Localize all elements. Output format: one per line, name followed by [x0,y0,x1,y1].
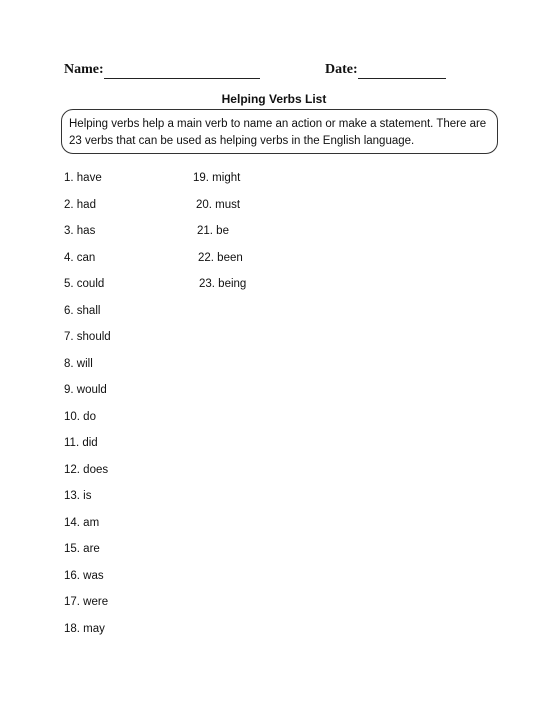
verb-item: 10. do [64,411,96,423]
verb-item: 18. may [64,623,105,635]
verb-item: 17. were [64,596,109,608]
verb-item: 15. are [64,543,100,555]
verb-item: 14. am [64,517,100,529]
intro-text: Helping verbs help a main verb to name an action or make a statement. There are 23 verbs that can be used as helping verbs in the English language. [69,118,487,147]
page-title: Helping Verbs List [221,92,327,106]
verb-item: 5. could [64,278,105,290]
verb-item: 19. might [193,172,241,184]
verb-item: 23. being [199,278,247,290]
verb-item: 1. have [64,172,102,184]
verb-item: 6. shall [64,305,101,317]
verb-item: 7. should [64,331,111,343]
verb-item: 12. does [64,464,109,476]
verb-item: 11. did [64,437,98,449]
verb-item: 16. was [64,570,104,582]
verb-item: 3. has [64,225,96,237]
verb-item: 20. must [196,199,241,211]
verb-item: 13. is [64,490,92,502]
verb-item: 2. had [64,199,96,211]
date-blank-line [358,78,446,79]
verb-item: 21. be [197,225,229,237]
verb-item: 22. been [198,252,243,264]
date-label: Date: [325,62,358,77]
name-blank-line [104,78,260,79]
verb-item: 9. would [64,384,107,396]
name-label: Name: [64,62,104,77]
verb-item: 8. will [64,358,93,370]
verb-item: 4. can [64,252,96,264]
intro-box [61,109,498,154]
